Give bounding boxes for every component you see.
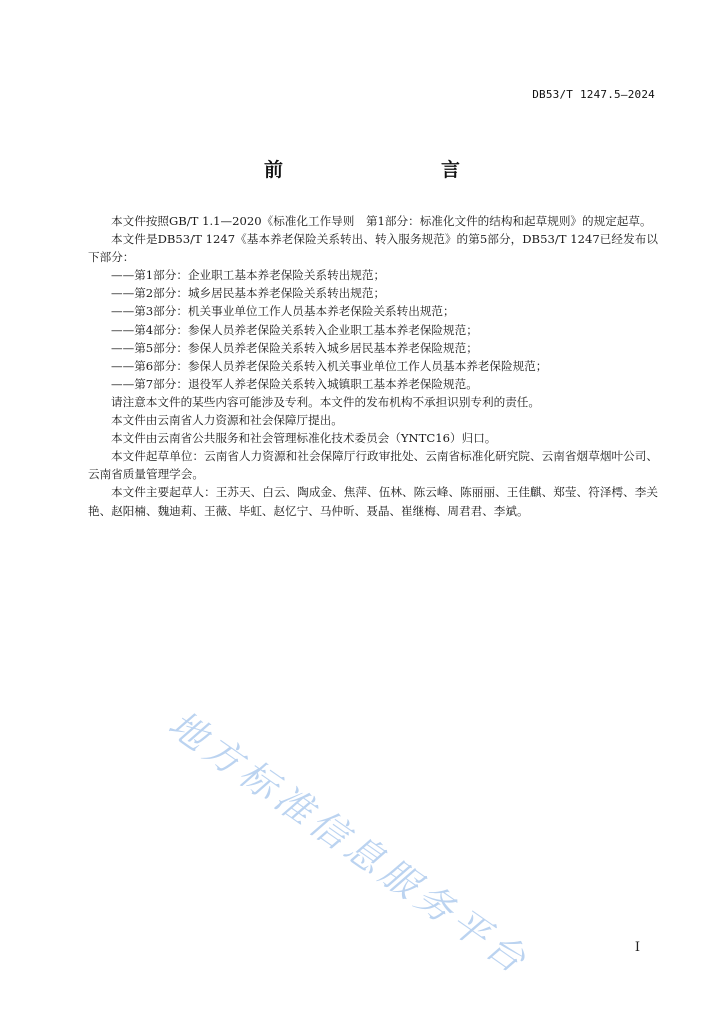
list-item: ——第3部分：机关事业单位工作人员基本养老保险关系转出规范； [111,304,455,319]
page-number: I [634,940,640,955]
list-item: ——第2部分：城乡居民基本养老保险关系转出规范； [111,286,386,301]
patent-note: 请注意本文件的某些内容可能涉及专利。本文件的发布机构不承担识别专利的责任。 [111,394,540,409]
intro-paragraph: 本文件按照GB/T 1.1—2020《标准化工作导则 第1部分：标准化文件的结构和起草规则》的规定起草。 [111,214,652,228]
list-item: ——第7部分：退役军人养老保险关系转入城镇职工基本养老保险规范。 [111,376,478,391]
document-id: DB53/T 1247.5—2024 [532,88,655,101]
intro-paragraph: 本文件是DB53/T 1247《基本养老保险关系转出、转入服务规范》的第5部分，DB53/T 1247已经发布以下部分： [88,232,658,265]
parts-list [88,266,658,393]
watermark: 地方标准信息服务平台 [160,702,538,985]
list-item: ——第1部分：企业职工基本养老保险关系转出规范； [111,268,386,283]
drafting-units: 本文件起草单位：云南省人力资源和社会保障厅行政审批处、云南省标准化研究院、云南省烟草烟叶公司、云南省质量管理学会。 [88,449,658,482]
list-item: ——第5部分：参保人员养老保险关系转入城乡居民基本养老保险规范； [111,340,478,355]
proposer-note: 本文件由云南省人力资源和社会保障厅提出。 [111,413,343,428]
list-item: ——第4部分：参保人员养老保险关系转入企业职工基本养老保险规范； [111,322,478,337]
page-title: 前 言 [263,159,500,181]
list-item: ——第6部分：参保人员养老保险关系转入机关事业单位工作人员基本养老保险规范； [111,358,548,373]
foreword-body [88,212,658,520]
drafters: 本文件主要起草人：王苏天、白云、陶成金、焦萍、伍林、陈云峰、陈丽丽、王佳麒、郑莹、符泽樗、李关艳、赵阳楠、魏迪莉、王薇、毕虹、赵忆宁、马仲昕、聂晶、崔继梅、周君君、李斌。 [88,485,658,518]
committee-note: 本文件由云南省公共服务和社会管理标准化技术委员会（YNTC16）归口。 [111,431,497,446]
